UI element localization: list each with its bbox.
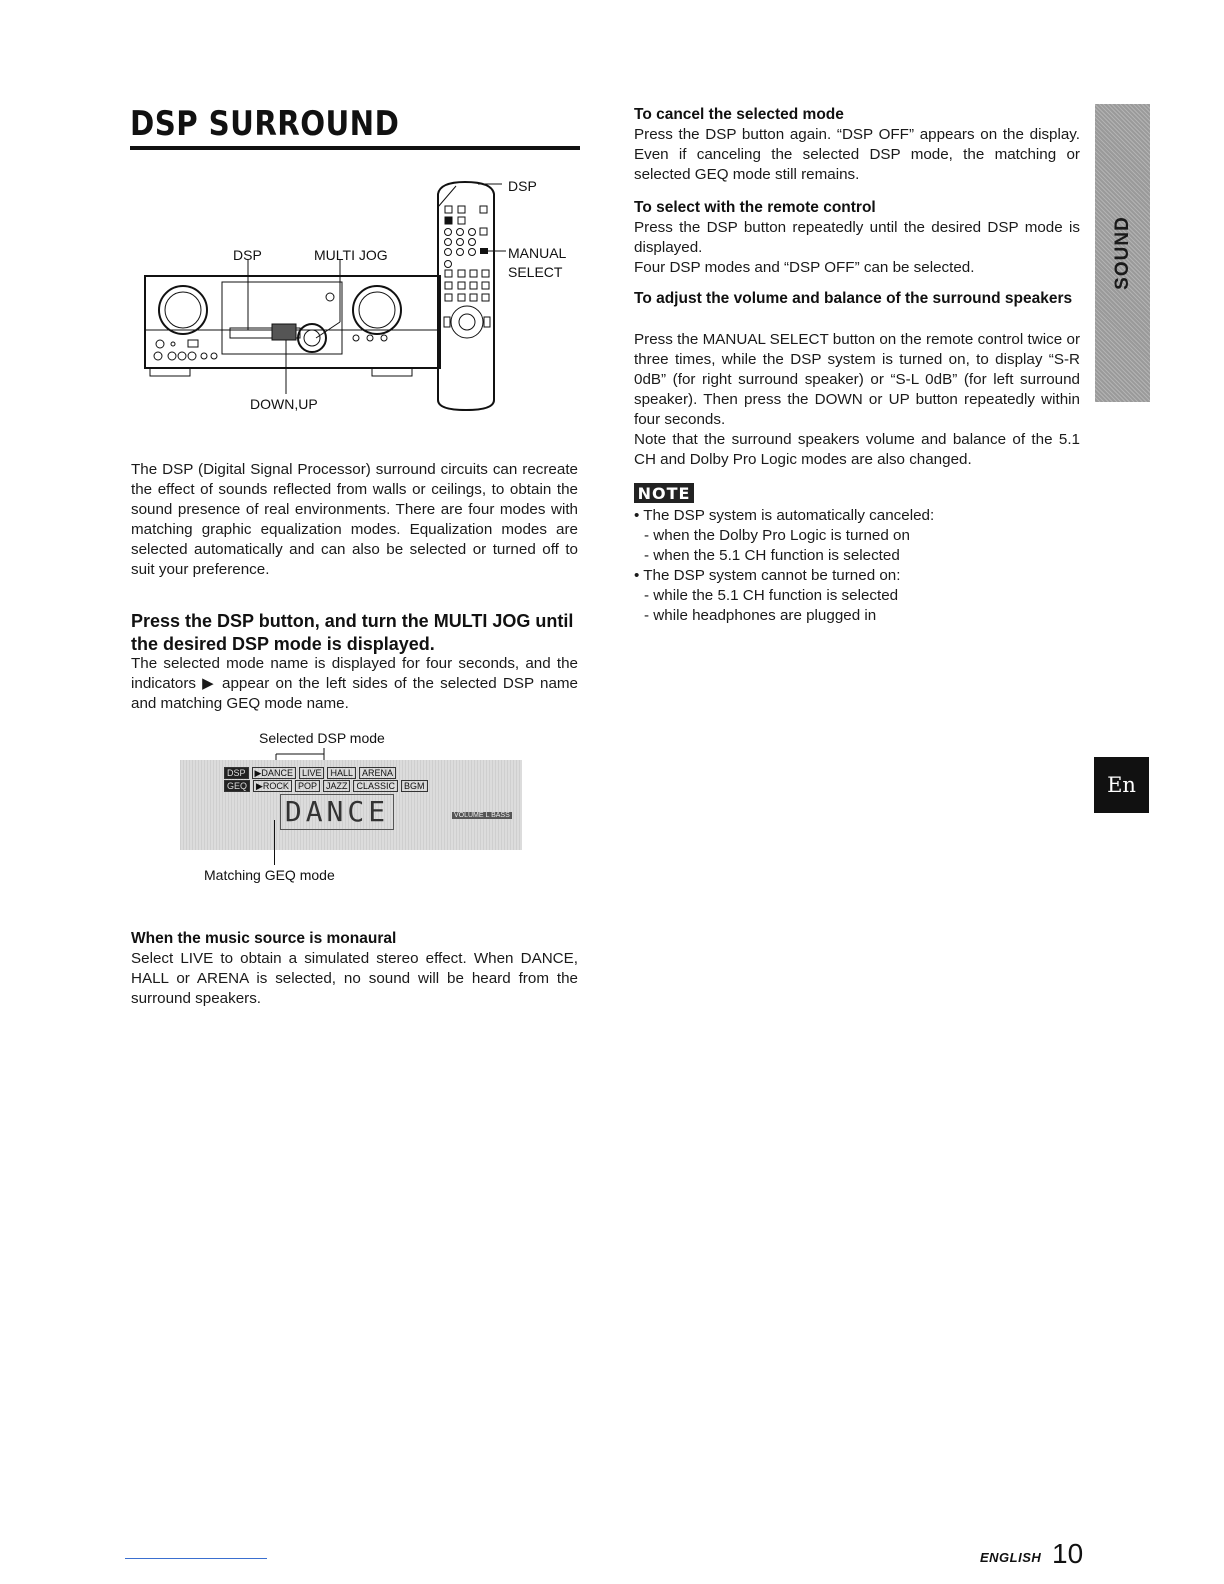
page-number: 10 xyxy=(1052,1538,1084,1569)
label-manual: MANUAL xyxy=(508,245,567,261)
matching-leader-line xyxy=(274,820,275,865)
geq-mode-rock: ▶ROCK xyxy=(253,780,292,792)
note-item: • The DSP system is automatically canceled: xyxy=(634,507,935,524)
instruction-text: The selected mode name is displayed for four seconds, and the indicators ▶ appear on the left sides of the selected DSP name and matching GEQ mode name. xyxy=(131,655,578,712)
dsp-mode-hall: HALL xyxy=(327,767,356,779)
monaural-text: Select LIVE to obtain a simulated stereo effect. When DANCE, HALL or ARENA is selected, no sound will be heard from the surround speakers. xyxy=(131,950,578,1007)
dsp-tag: DSP xyxy=(224,767,249,779)
front-display-panel xyxy=(180,760,522,850)
language-tab: En xyxy=(1094,757,1149,813)
label-dsp-front: DSP xyxy=(233,247,262,263)
note-item: - while headphones are plugged in xyxy=(644,607,877,624)
dsp-mode-arena: ARENA xyxy=(359,767,396,779)
note-item: - while the 5.1 CH function is selected xyxy=(644,587,899,604)
sound-section-tab xyxy=(1095,104,1150,402)
label-selected-dsp-mode: Selected DSP mode xyxy=(259,730,385,746)
volume-indicator: VOLUME L BASS xyxy=(454,812,510,819)
geq-mode-bgm: BGM xyxy=(401,780,428,792)
title-rule xyxy=(130,146,580,150)
note-item: • The DSP system cannot be turned on: xyxy=(634,567,901,584)
page-title: DSP SURROUND xyxy=(130,104,400,144)
label-dsp-remote: DSP xyxy=(508,178,537,194)
adjust-text-1: Press the MANUAL SELECT button on the remote control twice or three times, while the DSP system is turned on, to display “S-R 0dB” (for right surround speaker) or “S-L 0dB” (for left surround speaker). Then press the DOWN or UP button repeatedly within four seconds. xyxy=(634,331,1080,428)
note-item: - when the 5.1 CH function is selected xyxy=(644,547,900,564)
label-multi-jog: MULTI JOG xyxy=(314,247,388,263)
geq-mode-pop: POP xyxy=(295,780,320,792)
monaural-heading: When the music source is monaural xyxy=(131,930,397,947)
remote-text-2: Four DSP modes and “DSP OFF” can be selected. xyxy=(634,259,975,276)
cancel-text: Press the DSP button again. “DSP OFF” appears on the display. Even if canceling the selected DSP mode, the matching or selected GEQ mode still remains. xyxy=(634,126,1080,183)
note-list xyxy=(634,506,1080,626)
dsp-mode-dance: ▶DANCE xyxy=(252,767,296,779)
remote-heading: To select with the remote control xyxy=(634,199,876,216)
geq-mode-jazz: JAZZ xyxy=(323,780,351,792)
intro-paragraph: The DSP (Digital Signal Processor) surround circuits can recreate the effect of sounds reflected from walls or ceilings, to obtain the sound presence of real environments. There are four modes with matching graphic equalization modes. Equalization modes are selected automatically and can also be selected or turned off to suit your preference. xyxy=(131,461,578,578)
geq-tag: GEQ xyxy=(224,780,250,792)
remote-text-1: Press the DSP button repeatedly until the desired DSP mode is displayed. xyxy=(634,219,1080,256)
instruction-heading: Press the DSP button, and turn the MULTI JOG until the desired DSP mode is displayed. xyxy=(131,611,574,654)
geq-mode-classic: CLASSIC xyxy=(353,780,398,792)
adjust-heading: To adjust the volume and balance of the surround speakers xyxy=(634,290,1073,307)
note-item: - when the Dolby Pro Logic is turned on xyxy=(644,527,910,544)
cancel-heading: To cancel the selected mode xyxy=(634,106,844,123)
footer-link-underline xyxy=(125,1558,267,1559)
label-down-up: DOWN,UP xyxy=(250,396,318,412)
dot-matrix-readout: DANCE xyxy=(280,794,394,830)
receiver-remote-illustration xyxy=(140,172,585,420)
note-badge: NOTE xyxy=(634,483,694,503)
label-matching-geq-mode: Matching GEQ mode xyxy=(204,867,335,883)
sound-section-label: SOUND xyxy=(1111,216,1133,290)
adjust-text-2: Note that the surround speakers volume and balance of the 5.1 CH and Dolby Pro Logic modes are also changed. xyxy=(634,431,1080,468)
footer-language: ENGLISH xyxy=(980,1550,1042,1565)
dsp-mode-live: LIVE xyxy=(299,767,325,779)
label-select: SELECT xyxy=(508,264,563,280)
